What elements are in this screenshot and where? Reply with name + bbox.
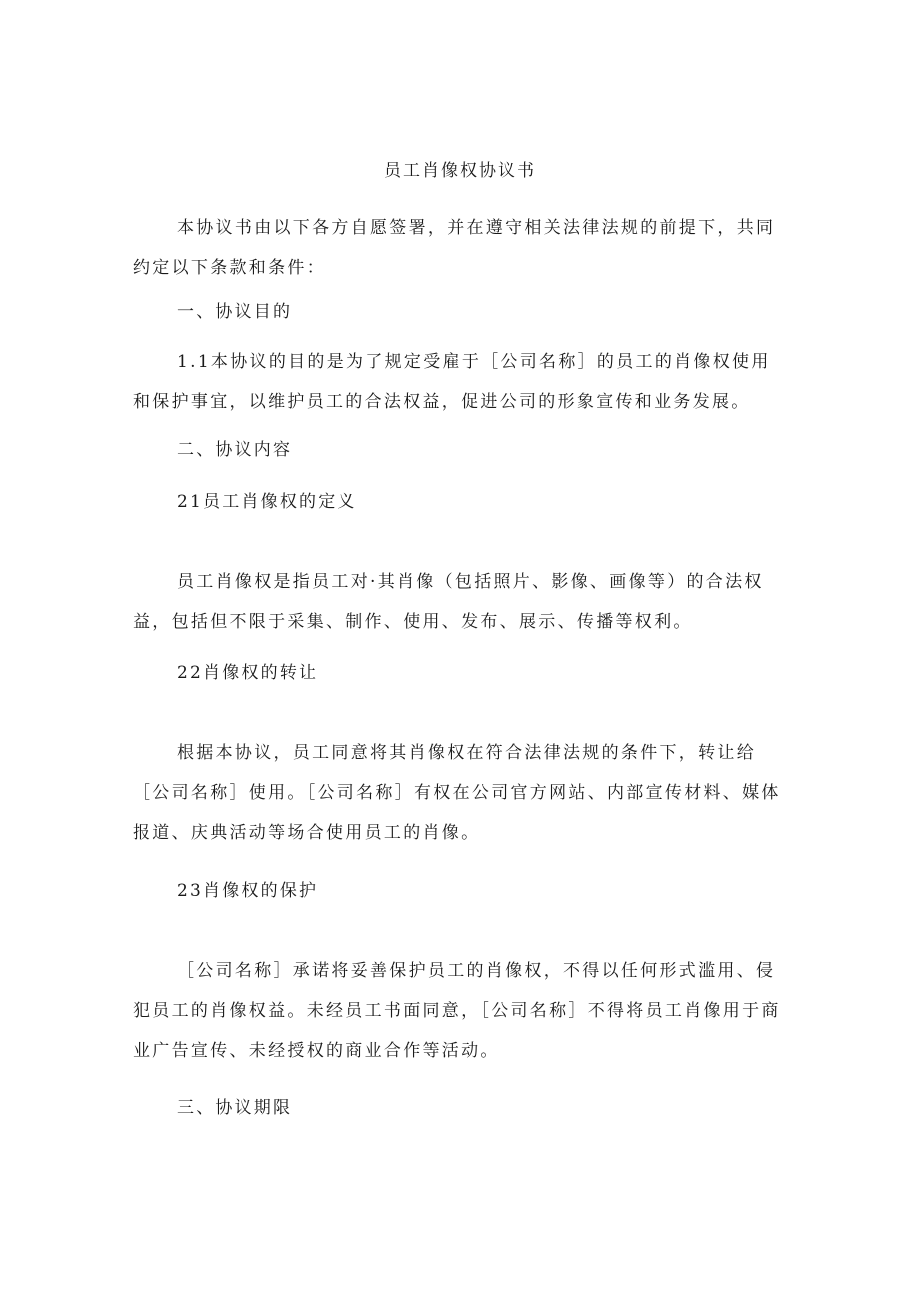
subheading-2-3: 23肖像权的保护 [177,881,319,901]
body-2-1: 员工肖像权是指员工对·其肖像（包括照片、影像、画像等）的合法权益，包括但不限于采集、制作、使用、发布、展示、传播等权利。 [133,572,764,632]
document-title: 员工肖像权协议书 [384,161,536,181]
section-heading-purpose: 一、协议目的 [177,302,293,322]
body-2-2: 根据本协议，员工同意将其肖像权在符合法律法规的条件下，转让给［公司名称］使用。［公司名称］有权在公司官方网站、内部宣传材料、媒体报道、庆典活动等场合使用员工的肖像。 [133,743,781,843]
section-heading-content: 二、协议内容 [177,440,293,460]
subheading-2-2: 22肖像权的转让 [177,663,319,683]
intro-paragraph: 本协议书由以下各方自愿签署，并在遵守相关法律法规的前提下，共同约定以下条款和条件： [133,218,776,278]
body-2-3: ［公司名称］承诺将妥善保护员工的肖像权，不得以任何形式滥用、侵犯员工的肖像权益。未经员工书面同意，［公司名称］不得将员工肖像用于商业广告宣传、未经授权的商业合作等活动。 [133,961,781,1061]
subheading-2-1: 21员工肖像权的定义 [177,492,357,512]
section-heading-term: 三、协议期限 [177,1098,293,1118]
clause-1-1: 1.1本协议的目的是为了规定受雇于［公司名称］的员工的肖像权使用和保护事宜，以维护员工的合法权益，促进公司的形象宣传和业务发展。 [133,352,771,412]
